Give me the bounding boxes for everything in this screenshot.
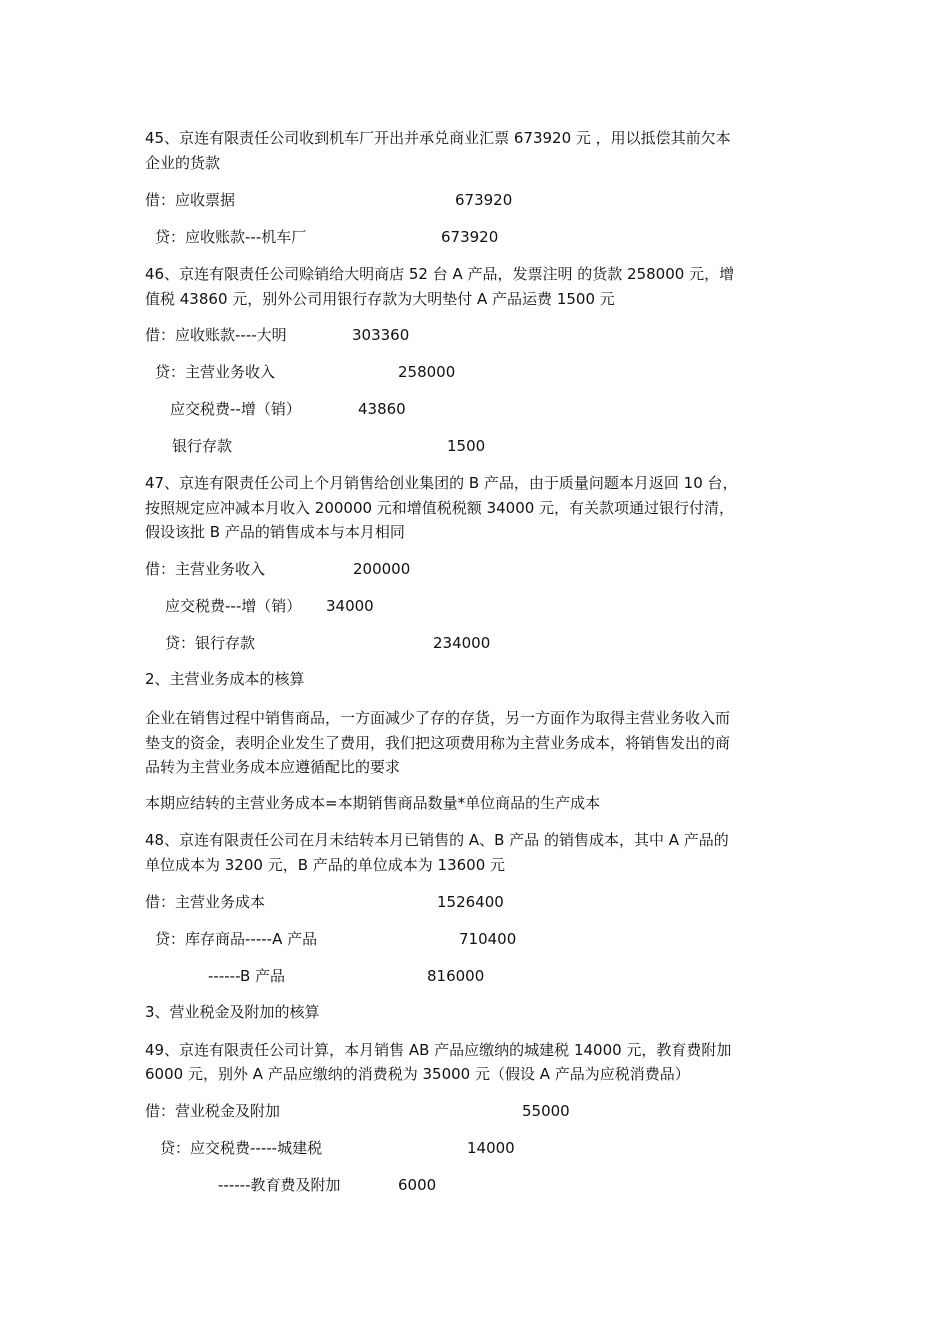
q49-debit-amount: 55000 <box>522 1102 570 1120</box>
q46-credit2-label: 应交税费--增（销） <box>170 400 301 418</box>
section3-heading: 3、营业税金及附加的核算 <box>145 1003 320 1021</box>
q46-text-line1: 46、京连有限责任公司赊销给大明商店 52 台 A 产品，发票注明 的货款 258000 元，增 <box>145 265 735 283</box>
q47-debit2-amount: 34000 <box>326 597 374 615</box>
q45-debit-amount: 673920 <box>455 191 513 209</box>
q46-text-line2: 值税 43860 元，别外公司用银行存款为大明垫付 A 产品运费 1500 元 <box>145 290 615 308</box>
q49-text-line1: 49、京连有限责任公司计算，本月销售 AB 产品应缴纳的城建税 14000 元，教育费附加 <box>145 1041 732 1059</box>
q46-credit1-label: 贷：主营业务收入 <box>155 363 276 381</box>
q46-debit-amount: 303360 <box>352 326 410 344</box>
q48-text-line2: 单位成本为 3200 元，B 产品的单位成本为 13600 元 <box>145 856 506 874</box>
q48-credit1-amount: 710400 <box>459 930 517 948</box>
q46-debit-label: 借：应收账款----大明 <box>145 326 287 344</box>
q48-credit2-label: ------B 产品 <box>208 967 285 985</box>
q47-credit-amount: 234000 <box>433 634 491 652</box>
q48-debit-label: 借：主营业务成本 <box>145 893 266 911</box>
q47-text-line2: 按照规定应冲减本月收入 200000 元和增值税税额 34000 元，有关款项通过银行付清， <box>145 499 735 517</box>
q49-credit2-amount: 6000 <box>398 1176 437 1194</box>
q46-credit3-label: 银行存款 <box>172 437 233 455</box>
q45-credit-amount: 673920 <box>441 228 499 246</box>
q45-credit-label: 贷：应收账款---机车厂 <box>155 228 307 246</box>
section2-para-line1: 企业在销售过程中销售商品，一方面减少了存的存货，另一方面作为取得主营业务收入而 <box>145 709 731 727</box>
q45-text-line1: 45、京连有限责任公司收到机车厂开出并承兑商业汇票 673920 元 ，用以抵偿其前欠本 <box>145 129 731 147</box>
q47-debit1-amount: 200000 <box>353 560 411 578</box>
section2-formula: 本期应结转的主营业务成本=本期销售商品数量*单位商品的生产成本 <box>145 794 601 812</box>
q49-credit1-label: 贷：应交税费-----城建税 <box>160 1139 323 1157</box>
q49-debit-label: 借：营业税金及附加 <box>145 1102 281 1120</box>
q47-debit1-label: 借：主营业务收入 <box>145 560 266 578</box>
q46-credit1-amount: 258000 <box>398 363 456 381</box>
q45-text-line2: 企业的货款 <box>145 154 221 172</box>
q48-debit-amount: 1526400 <box>437 893 504 911</box>
section2-para-line3: 品转为主营业务成本应遵循配比的要求 <box>145 758 401 776</box>
q48-credit1-label: 贷：库存商品-----A 产品 <box>155 930 318 948</box>
q48-text-line1: 48、京连有限责任公司在月未结转本月已销售的 A、B 产品 的销售成本，其中 A 产品的 <box>145 831 729 849</box>
q48-credit2-amount: 816000 <box>427 967 485 985</box>
q49-text-line2: 6000 元，别外 A 产品应缴纳的消费税为 35000 元（假设 A 产品为应税消费品） <box>145 1065 690 1083</box>
section2-para-line2: 垫支的资金，表明企业发生了费用，我们把这项费用称为主营业务成本，将销售发出的商 <box>145 734 731 752</box>
q47-debit2-label: 应交税费---增（销） <box>165 597 302 615</box>
q49-credit1-amount: 14000 <box>467 1139 515 1157</box>
q46-credit2-amount: 43860 <box>358 400 406 418</box>
q45-debit-label: 借：应收票据 <box>145 191 236 209</box>
section2-heading: 2、主营业务成本的核算 <box>145 670 305 688</box>
q47-text-line3: 假设该批 B 产品的销售成本与本月相同 <box>145 523 405 541</box>
q47-text-line1: 47、京连有限责任公司上个月销售给创业集团的 B 产品，由于质量问题本月返回 10 台， <box>145 474 738 492</box>
q47-credit-label: 贷：银行存款 <box>165 634 256 652</box>
q46-credit3-amount: 1500 <box>447 437 486 455</box>
q49-credit2-label: ------教育费及附加 <box>218 1176 341 1194</box>
